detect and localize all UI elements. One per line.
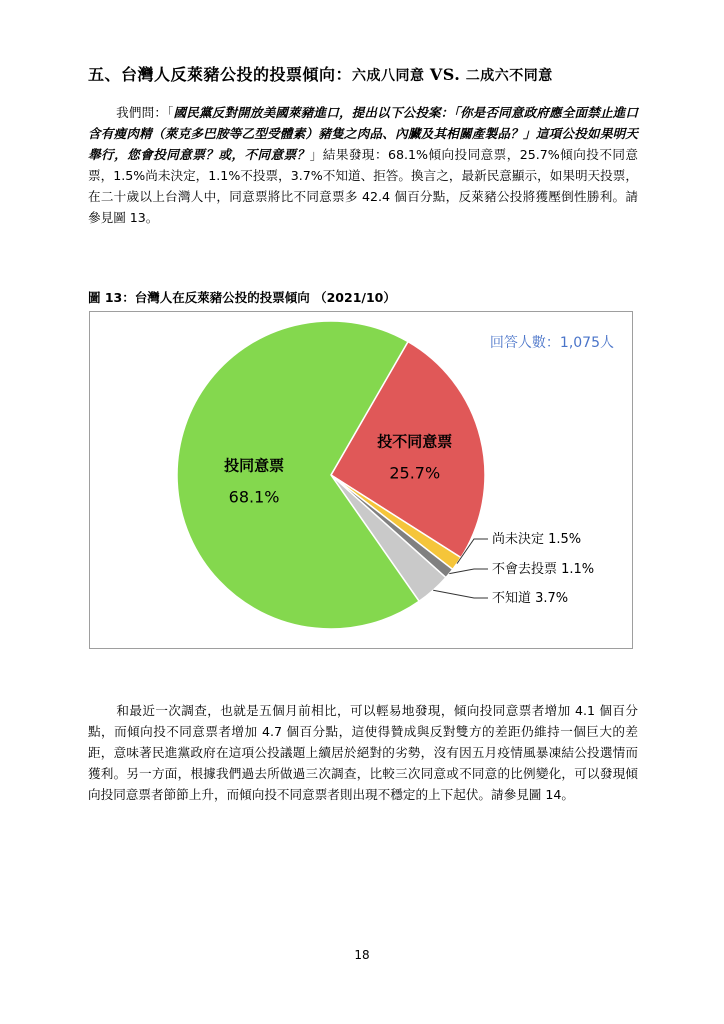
pie-chart [89,311,633,649]
slice-outside-label: 尚未決定 1.5% [492,532,582,547]
heading-sub-1: 六成八同意 [352,68,430,84]
paragraph-1-body: 」結果發現：68.1%傾向投同意票，25.7%傾向投不同意票，1.5%尚未決定，1.1%不投票，3.7%不知道、拒答。換言之，最新民意顯示，如果明天投票，在二十歲以上台灣人中，同意票將比不同意票多 42.4 個百分點，反萊豬公投將獲壓倒性勝利。請參見圖 13。 [88,147,639,225]
pie-chart-svg [90,312,632,648]
slice-name-label: 投同意票 [224,456,285,475]
slice-value-label: 68.1% [228,487,280,507]
paragraph-2-body: 和最近一次調查，也就是五個月前相比，可以輕易地發現，傾向投同意票者增加 4.1 個百分點，而傾向投不同意票者增加 4.7 個百分點，這使得贊成與反對雙方的差距仍維持一個巨大的差距，意味著民進黨政府在這項公投議題上續居於絕對的劣勢，沒有因五月疫情風暴凍結公投選情而獲利。另一方面，根據我們過去所做過三次調查，比較三次同意或不同意的比例變化，可以發現傾向投同意票者節節上升，而傾向投不同意票者則出現不穩定的上下起伏。請參見圖 14。 [88,703,638,802]
survey-question: 國民黨反對開放美國萊豬進口，提出以下公投案：「你是否同意政府應全面禁止進口含有瘦肉精（萊克多巴胺等乙型受體素）豬隻之肉品、內臟及其相關產製品？」這項公投如果明天舉行，您會投同意票？或，不同意票？ [88,105,639,162]
slice-outside-label: 不知道 3.7% [492,591,569,606]
slice-name-label: 投不同意票 [377,432,453,451]
paragraph-1 [88,102,638,228]
page-number: 18 [354,948,370,962]
slice-value-label: 25.7% [389,463,441,483]
paragraph-1-lead: 我們問：「 [116,105,174,120]
figure-caption: 圖 13：台灣人在反萊豬公投的投票傾向 （2021/10） [88,290,396,305]
leader-line [449,569,488,574]
slice-outside-label: 不會去投票 1.1% [492,562,595,577]
heading-vs: VS. [429,65,461,84]
paragraph-2 [88,700,638,805]
leader-line [433,590,488,598]
heading-main: 五、台灣人反萊豬公投的投票傾向： [88,65,353,84]
heading-sub-2: 二成六不同意 [460,68,553,84]
respondent-count: 回答人數：1,075人 [489,335,614,351]
section-heading [88,62,648,85]
